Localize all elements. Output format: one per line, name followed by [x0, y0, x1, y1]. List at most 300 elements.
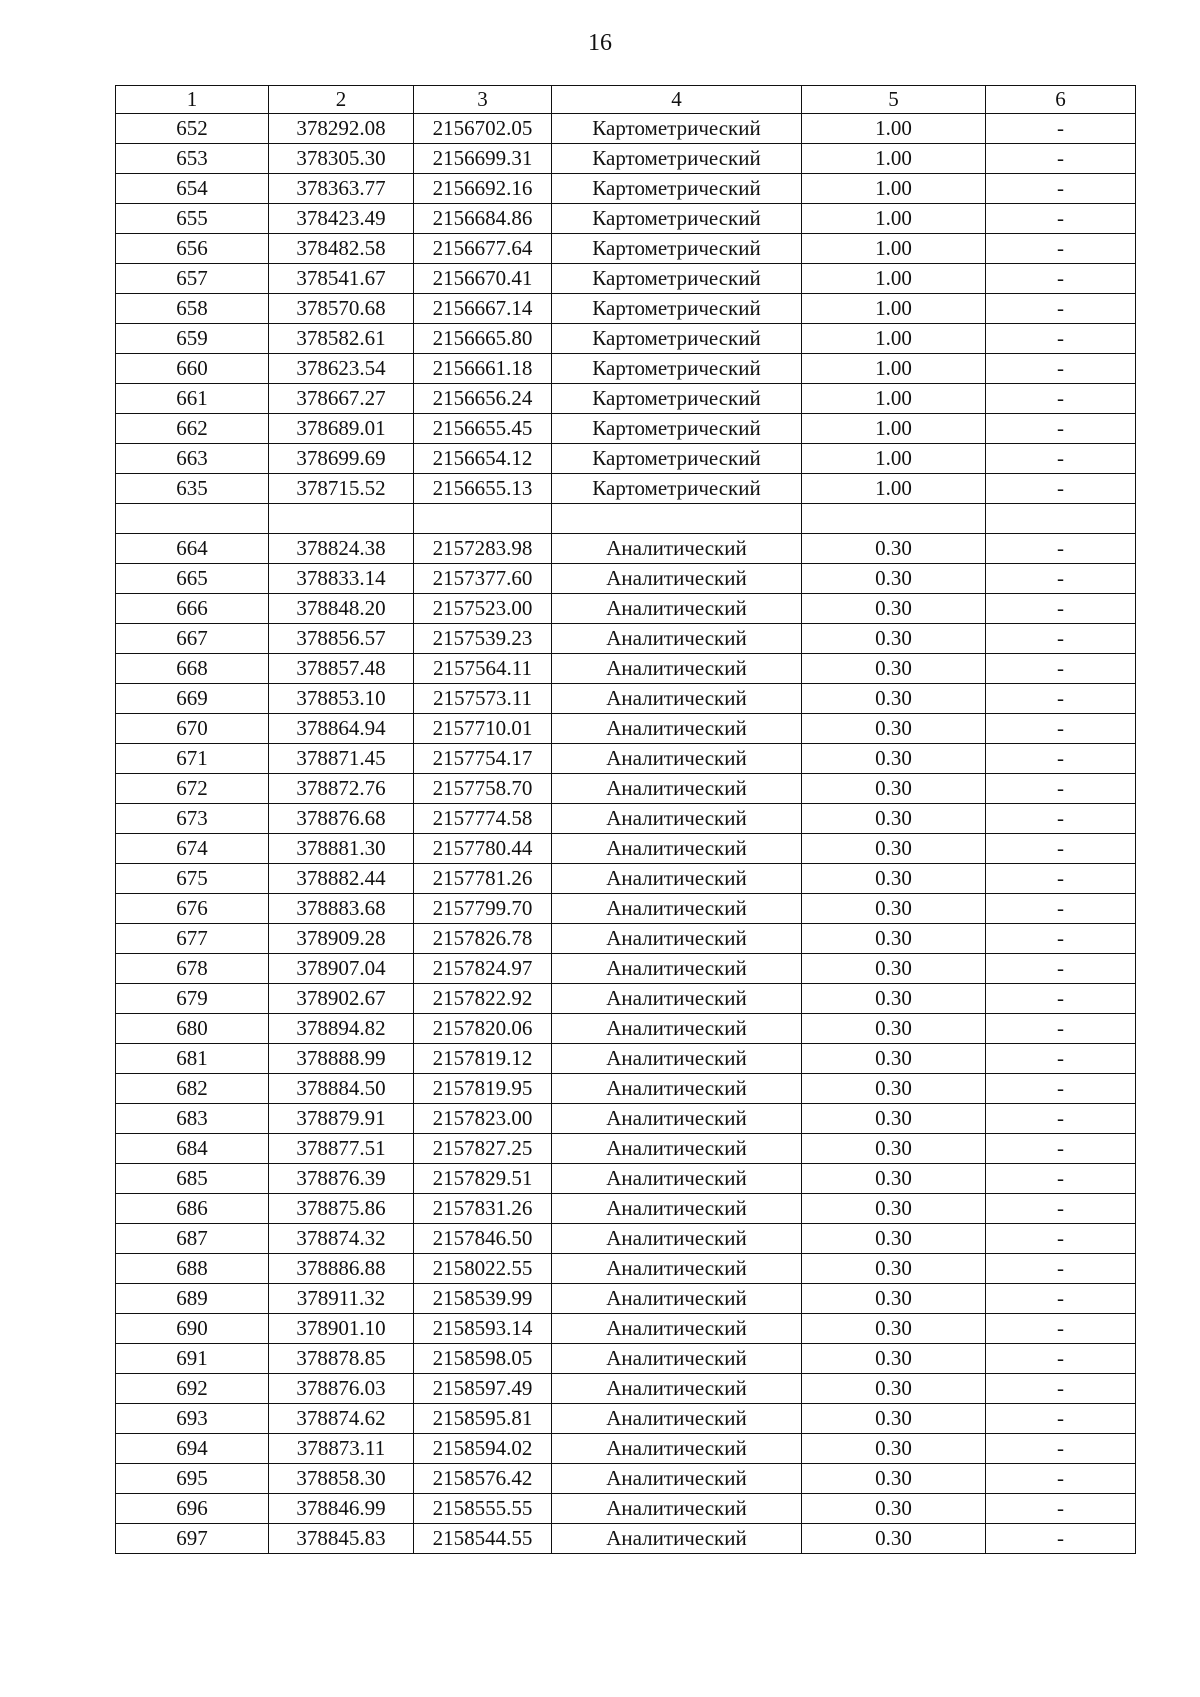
cell-note: -	[986, 1374, 1136, 1404]
table-row	[116, 1404, 1136, 1434]
cell-y-coordinate	[414, 504, 552, 534]
cell-method: Аналитический	[552, 534, 802, 564]
cell-method: Аналитический	[552, 654, 802, 684]
cell-method: Картометрический	[552, 324, 802, 354]
cell-method: Аналитический	[552, 894, 802, 924]
cell-y-coordinate: 2157573.11	[414, 684, 552, 714]
cell-method: Аналитический	[552, 1104, 802, 1134]
table-row	[116, 384, 1136, 414]
cell-y-coordinate: 2157758.70	[414, 774, 552, 804]
cell-method: Аналитический	[552, 1014, 802, 1044]
table-row	[116, 1464, 1136, 1494]
cell-point-number: 672	[116, 774, 269, 804]
cell-y-coordinate: 2157799.70	[414, 894, 552, 924]
cell-x-coordinate: 378911.32	[269, 1284, 414, 1314]
cell-note: -	[986, 1314, 1136, 1344]
table-row	[116, 354, 1136, 384]
cell-accuracy: 0.30	[802, 714, 986, 744]
cell-note: -	[986, 384, 1136, 414]
table-row	[116, 234, 1136, 264]
cell-accuracy: 0.30	[802, 1404, 986, 1434]
cell-y-coordinate: 2157822.92	[414, 984, 552, 1014]
table-row	[116, 1344, 1136, 1374]
cell-accuracy: 0.30	[802, 1134, 986, 1164]
cell-point-number: 673	[116, 804, 269, 834]
table-row	[116, 1524, 1136, 1554]
cell-accuracy: 0.30	[802, 1254, 986, 1284]
cell-x-coordinate: 378902.67	[269, 984, 414, 1014]
cell-point-number: 669	[116, 684, 269, 714]
cell-accuracy: 0.30	[802, 1464, 986, 1494]
cell-point-number: 694	[116, 1434, 269, 1464]
cell-x-coordinate: 378886.88	[269, 1254, 414, 1284]
table-row	[116, 654, 1136, 684]
table-row	[116, 1224, 1136, 1254]
cell-accuracy: 1.00	[802, 114, 986, 144]
cell-method: Аналитический	[552, 594, 802, 624]
cell-note: -	[986, 834, 1136, 864]
cell-method: Аналитический	[552, 1374, 802, 1404]
cell-note: -	[986, 474, 1136, 504]
table-row	[116, 984, 1136, 1014]
table-row	[116, 924, 1136, 954]
cell-method: Картометрический	[552, 114, 802, 144]
cell-y-coordinate: 2157829.51	[414, 1164, 552, 1194]
cell-point-number: 654	[116, 174, 269, 204]
cell-point-number: 670	[116, 714, 269, 744]
cell-accuracy: 1.00	[802, 264, 986, 294]
cell-y-coordinate: 2157754.17	[414, 744, 552, 774]
cell-point-number: 653	[116, 144, 269, 174]
cell-x-coordinate: 378582.61	[269, 324, 414, 354]
table-row	[116, 1044, 1136, 1074]
cell-point-number: 695	[116, 1464, 269, 1494]
table-row	[116, 1494, 1136, 1524]
cell-y-coordinate: 2157831.26	[414, 1194, 552, 1224]
cell-point-number: 682	[116, 1074, 269, 1104]
cell-accuracy: 0.30	[802, 834, 986, 864]
cell-note: -	[986, 354, 1136, 384]
cell-y-coordinate: 2157824.97	[414, 954, 552, 984]
cell-point-number: 671	[116, 744, 269, 774]
table-row	[116, 1014, 1136, 1044]
header-cell-col-6: 6	[986, 86, 1136, 114]
cell-point-number: 678	[116, 954, 269, 984]
cell-x-coordinate: 378894.82	[269, 1014, 414, 1044]
cell-x-coordinate	[269, 504, 414, 534]
cell-method: Аналитический	[552, 1044, 802, 1074]
cell-method: Аналитический	[552, 624, 802, 654]
table-row	[116, 204, 1136, 234]
header-cell-col-1: 1	[116, 86, 269, 114]
cell-note: -	[986, 744, 1136, 774]
cell-y-coordinate: 2156699.31	[414, 144, 552, 174]
cell-y-coordinate: 2157819.95	[414, 1074, 552, 1104]
table-header	[116, 86, 1136, 114]
cell-note: -	[986, 114, 1136, 144]
cell-y-coordinate: 2156655.45	[414, 414, 552, 444]
cell-note: -	[986, 624, 1136, 654]
cell-method: Аналитический	[552, 744, 802, 774]
header-row	[116, 86, 1136, 114]
cell-method: Аналитический	[552, 1164, 802, 1194]
cell-point-number: 659	[116, 324, 269, 354]
cell-point-number: 684	[116, 1134, 269, 1164]
cell-point-number: 686	[116, 1194, 269, 1224]
table-row	[116, 174, 1136, 204]
cell-point-number: 675	[116, 864, 269, 894]
cell-method: Аналитический	[552, 1404, 802, 1434]
cell-y-coordinate: 2158022.55	[414, 1254, 552, 1284]
cell-note: -	[986, 1074, 1136, 1104]
cell-method: Картометрический	[552, 234, 802, 264]
cell-x-coordinate: 378541.67	[269, 264, 414, 294]
cell-accuracy: 0.30	[802, 804, 986, 834]
cell-x-coordinate: 378874.32	[269, 1224, 414, 1254]
cell-note: -	[986, 1254, 1136, 1284]
cell-note: -	[986, 594, 1136, 624]
cell-x-coordinate: 378872.76	[269, 774, 414, 804]
cell-note: -	[986, 804, 1136, 834]
cell-y-coordinate: 2156661.18	[414, 354, 552, 384]
cell-accuracy: 0.30	[802, 1194, 986, 1224]
cell-note: -	[986, 144, 1136, 174]
cell-x-coordinate: 378873.11	[269, 1434, 414, 1464]
cell-accuracy: 0.30	[802, 954, 986, 984]
cell-method	[552, 504, 802, 534]
cell-y-coordinate: 2157846.50	[414, 1224, 552, 1254]
cell-note: -	[986, 294, 1136, 324]
cell-x-coordinate: 378882.44	[269, 864, 414, 894]
cell-x-coordinate: 378875.86	[269, 1194, 414, 1224]
cell-point-number: 656	[116, 234, 269, 264]
cell-accuracy: 0.30	[802, 924, 986, 954]
cell-point-number: 689	[116, 1284, 269, 1314]
cell-note: -	[986, 534, 1136, 564]
header-cell-col-4: 4	[552, 86, 802, 114]
cell-note: -	[986, 1044, 1136, 1074]
cell-accuracy: 0.30	[802, 1524, 986, 1554]
cell-x-coordinate: 378876.68	[269, 804, 414, 834]
cell-note: -	[986, 1134, 1136, 1164]
header-cell-col-2: 2	[269, 86, 414, 114]
cell-accuracy: 0.30	[802, 534, 986, 564]
table-row	[116, 864, 1136, 894]
cell-x-coordinate: 378848.20	[269, 594, 414, 624]
cell-x-coordinate: 378901.10	[269, 1314, 414, 1344]
cell-note	[986, 504, 1136, 534]
cell-x-coordinate: 378883.68	[269, 894, 414, 924]
cell-method: Аналитический	[552, 1434, 802, 1464]
cell-point-number: 658	[116, 294, 269, 324]
cell-accuracy: 1.00	[802, 174, 986, 204]
cell-accuracy: 1.00	[802, 444, 986, 474]
cell-accuracy: 0.30	[802, 1014, 986, 1044]
cell-accuracy: 0.30	[802, 774, 986, 804]
cell-point-number: 666	[116, 594, 269, 624]
cell-accuracy: 0.30	[802, 984, 986, 1014]
cell-note: -	[986, 1404, 1136, 1434]
table-row	[116, 144, 1136, 174]
cell-point-number: 663	[116, 444, 269, 474]
cell-note: -	[986, 1014, 1136, 1044]
table-row	[116, 444, 1136, 474]
table-row	[116, 1374, 1136, 1404]
cell-y-coordinate: 2157820.06	[414, 1014, 552, 1044]
table-row	[116, 1164, 1136, 1194]
cell-note: -	[986, 774, 1136, 804]
cell-point-number: 657	[116, 264, 269, 294]
cell-x-coordinate: 378871.45	[269, 744, 414, 774]
table-row	[116, 774, 1136, 804]
cell-x-coordinate: 378689.01	[269, 414, 414, 444]
cell-accuracy: 0.30	[802, 1314, 986, 1344]
cell-y-coordinate: 2156684.86	[414, 204, 552, 234]
cell-x-coordinate: 378876.03	[269, 1374, 414, 1404]
cell-method: Аналитический	[552, 954, 802, 984]
cell-method: Картометрический	[552, 204, 802, 234]
cell-method: Картометрический	[552, 144, 802, 174]
cell-point-number: 674	[116, 834, 269, 864]
cell-accuracy: 1.00	[802, 294, 986, 324]
cell-note: -	[986, 894, 1136, 924]
cell-y-coordinate: 2157774.58	[414, 804, 552, 834]
cell-note: -	[986, 174, 1136, 204]
cell-method: Аналитический	[552, 1524, 802, 1554]
cell-note: -	[986, 564, 1136, 594]
cell-method: Картометрический	[552, 174, 802, 204]
cell-y-coordinate: 2157781.26	[414, 864, 552, 894]
cell-x-coordinate: 378482.58	[269, 234, 414, 264]
cell-method: Аналитический	[552, 1314, 802, 1344]
cell-x-coordinate: 378363.77	[269, 174, 414, 204]
cell-accuracy: 1.00	[802, 144, 986, 174]
cell-x-coordinate: 378876.39	[269, 1164, 414, 1194]
cell-point-number: 664	[116, 534, 269, 564]
cell-method: Аналитический	[552, 1254, 802, 1284]
table-row	[116, 534, 1136, 564]
cell-method: Аналитический	[552, 1134, 802, 1164]
cell-point-number: 677	[116, 924, 269, 954]
cell-point-number	[116, 504, 269, 534]
cell-accuracy: 0.30	[802, 1224, 986, 1254]
table-row	[116, 624, 1136, 654]
table-row	[116, 1434, 1136, 1464]
cell-method: Аналитический	[552, 1074, 802, 1104]
cell-note: -	[986, 1164, 1136, 1194]
cell-method: Картометрический	[552, 294, 802, 324]
cell-method: Аналитический	[552, 564, 802, 594]
cell-accuracy: 0.30	[802, 864, 986, 894]
cell-y-coordinate: 2157377.60	[414, 564, 552, 594]
cell-note: -	[986, 1284, 1136, 1314]
cell-accuracy: 0.30	[802, 1434, 986, 1464]
cell-method: Аналитический	[552, 804, 802, 834]
header-cell-col-5: 5	[802, 86, 986, 114]
cell-method: Аналитический	[552, 1494, 802, 1524]
cell-accuracy: 0.30	[802, 684, 986, 714]
cell-note: -	[986, 954, 1136, 984]
cell-note: -	[986, 924, 1136, 954]
cell-note: -	[986, 264, 1136, 294]
cell-note: -	[986, 414, 1136, 444]
cell-x-coordinate: 378909.28	[269, 924, 414, 954]
cell-accuracy: 1.00	[802, 414, 986, 444]
cell-point-number: 661	[116, 384, 269, 414]
cell-accuracy: 0.30	[802, 1284, 986, 1314]
cell-y-coordinate: 2157283.98	[414, 534, 552, 564]
cell-accuracy: 0.30	[802, 744, 986, 774]
table-row	[116, 474, 1136, 504]
cell-point-number: 665	[116, 564, 269, 594]
cell-y-coordinate: 2158544.55	[414, 1524, 552, 1554]
cell-y-coordinate: 2158593.14	[414, 1314, 552, 1344]
table-row	[116, 1134, 1136, 1164]
table-row	[116, 714, 1136, 744]
cell-y-coordinate: 2158594.02	[414, 1434, 552, 1464]
cell-method: Аналитический	[552, 924, 802, 954]
cell-x-coordinate: 378667.27	[269, 384, 414, 414]
cell-accuracy	[802, 504, 986, 534]
cell-x-coordinate: 378884.50	[269, 1074, 414, 1104]
cell-point-number: 696	[116, 1494, 269, 1524]
cell-note: -	[986, 1194, 1136, 1224]
table-row	[116, 684, 1136, 714]
table-row	[116, 504, 1136, 534]
cell-accuracy: 0.30	[802, 1104, 986, 1134]
cell-note: -	[986, 1494, 1136, 1524]
cell-x-coordinate: 378423.49	[269, 204, 414, 234]
cell-method: Аналитический	[552, 1284, 802, 1314]
cell-y-coordinate: 2158598.05	[414, 1344, 552, 1374]
cell-y-coordinate: 2156665.80	[414, 324, 552, 354]
cell-point-number: 660	[116, 354, 269, 384]
cell-x-coordinate: 378699.69	[269, 444, 414, 474]
cell-note: -	[986, 234, 1136, 264]
cell-y-coordinate: 2156702.05	[414, 114, 552, 144]
cell-point-number: 687	[116, 1224, 269, 1254]
cell-x-coordinate: 378623.54	[269, 354, 414, 384]
table-row	[116, 1194, 1136, 1224]
cell-point-number: 688	[116, 1254, 269, 1284]
cell-note: -	[986, 324, 1136, 354]
cell-method: Картометрический	[552, 354, 802, 384]
cell-y-coordinate: 2156677.64	[414, 234, 552, 264]
cell-point-number: 692	[116, 1374, 269, 1404]
table-row	[116, 1284, 1136, 1314]
cell-point-number: 668	[116, 654, 269, 684]
cell-accuracy: 1.00	[802, 204, 986, 234]
cell-accuracy: 1.00	[802, 324, 986, 354]
cell-x-coordinate: 378846.99	[269, 1494, 414, 1524]
cell-method: Аналитический	[552, 684, 802, 714]
table-body	[116, 114, 1136, 1554]
cell-note: -	[986, 1524, 1136, 1554]
cell-accuracy: 1.00	[802, 354, 986, 384]
cell-accuracy: 0.30	[802, 1164, 986, 1194]
cell-y-coordinate: 2157710.01	[414, 714, 552, 744]
cell-method: Аналитический	[552, 1224, 802, 1254]
cell-x-coordinate: 378856.57	[269, 624, 414, 654]
cell-y-coordinate: 2157819.12	[414, 1044, 552, 1074]
cell-point-number: 676	[116, 894, 269, 924]
cell-accuracy: 1.00	[802, 384, 986, 414]
cell-note: -	[986, 654, 1136, 684]
cell-y-coordinate: 2157780.44	[414, 834, 552, 864]
cell-y-coordinate: 2156670.41	[414, 264, 552, 294]
cell-y-coordinate: 2157827.25	[414, 1134, 552, 1164]
table-row	[116, 1074, 1136, 1104]
cell-point-number: 667	[116, 624, 269, 654]
cell-note: -	[986, 1344, 1136, 1374]
cell-x-coordinate: 378858.30	[269, 1464, 414, 1494]
table-row	[116, 414, 1136, 444]
cell-method: Аналитический	[552, 1464, 802, 1494]
cell-method: Аналитический	[552, 714, 802, 744]
cell-method: Аналитический	[552, 774, 802, 804]
cell-note: -	[986, 204, 1136, 234]
cell-x-coordinate: 378845.83	[269, 1524, 414, 1554]
table-row	[116, 1314, 1136, 1344]
cell-note: -	[986, 1224, 1136, 1254]
cell-point-number: 681	[116, 1044, 269, 1074]
cell-point-number: 685	[116, 1164, 269, 1194]
cell-point-number: 652	[116, 114, 269, 144]
cell-y-coordinate: 2158555.55	[414, 1494, 552, 1524]
cell-point-number: 693	[116, 1404, 269, 1434]
cell-y-coordinate: 2156655.13	[414, 474, 552, 504]
cell-point-number: 697	[116, 1524, 269, 1554]
cell-accuracy: 0.30	[802, 564, 986, 594]
cell-method: Картометрический	[552, 264, 802, 294]
table-row	[116, 1254, 1136, 1284]
table-row	[116, 594, 1136, 624]
cell-x-coordinate: 378824.38	[269, 534, 414, 564]
cell-x-coordinate: 378888.99	[269, 1044, 414, 1074]
cell-point-number: 662	[116, 414, 269, 444]
cell-note: -	[986, 984, 1136, 1014]
cell-y-coordinate: 2157539.23	[414, 624, 552, 654]
cell-y-coordinate: 2157826.78	[414, 924, 552, 954]
table-row	[116, 744, 1136, 774]
cell-y-coordinate: 2156692.16	[414, 174, 552, 204]
cell-method: Аналитический	[552, 1344, 802, 1374]
cell-accuracy: 0.30	[802, 1374, 986, 1404]
cell-method: Картометрический	[552, 384, 802, 414]
table-row	[116, 1104, 1136, 1134]
cell-point-number: 655	[116, 204, 269, 234]
cell-x-coordinate: 378853.10	[269, 684, 414, 714]
cell-y-coordinate: 2158576.42	[414, 1464, 552, 1494]
cell-accuracy: 0.30	[802, 1494, 986, 1524]
cell-note: -	[986, 714, 1136, 744]
cell-method: Аналитический	[552, 864, 802, 894]
cell-y-coordinate: 2156667.14	[414, 294, 552, 324]
header-cell-col-3: 3	[414, 86, 552, 114]
cell-accuracy: 0.30	[802, 1074, 986, 1104]
cell-accuracy: 0.30	[802, 1044, 986, 1074]
cell-y-coordinate: 2156656.24	[414, 384, 552, 414]
cell-x-coordinate: 378879.91	[269, 1104, 414, 1134]
cell-point-number: 691	[116, 1344, 269, 1374]
cell-x-coordinate: 378305.30	[269, 144, 414, 174]
cell-point-number: 683	[116, 1104, 269, 1134]
cell-note: -	[986, 1104, 1136, 1134]
cell-method: Аналитический	[552, 834, 802, 864]
cell-accuracy: 0.30	[802, 1344, 986, 1374]
cell-x-coordinate: 378833.14	[269, 564, 414, 594]
cell-accuracy: 0.30	[802, 624, 986, 654]
